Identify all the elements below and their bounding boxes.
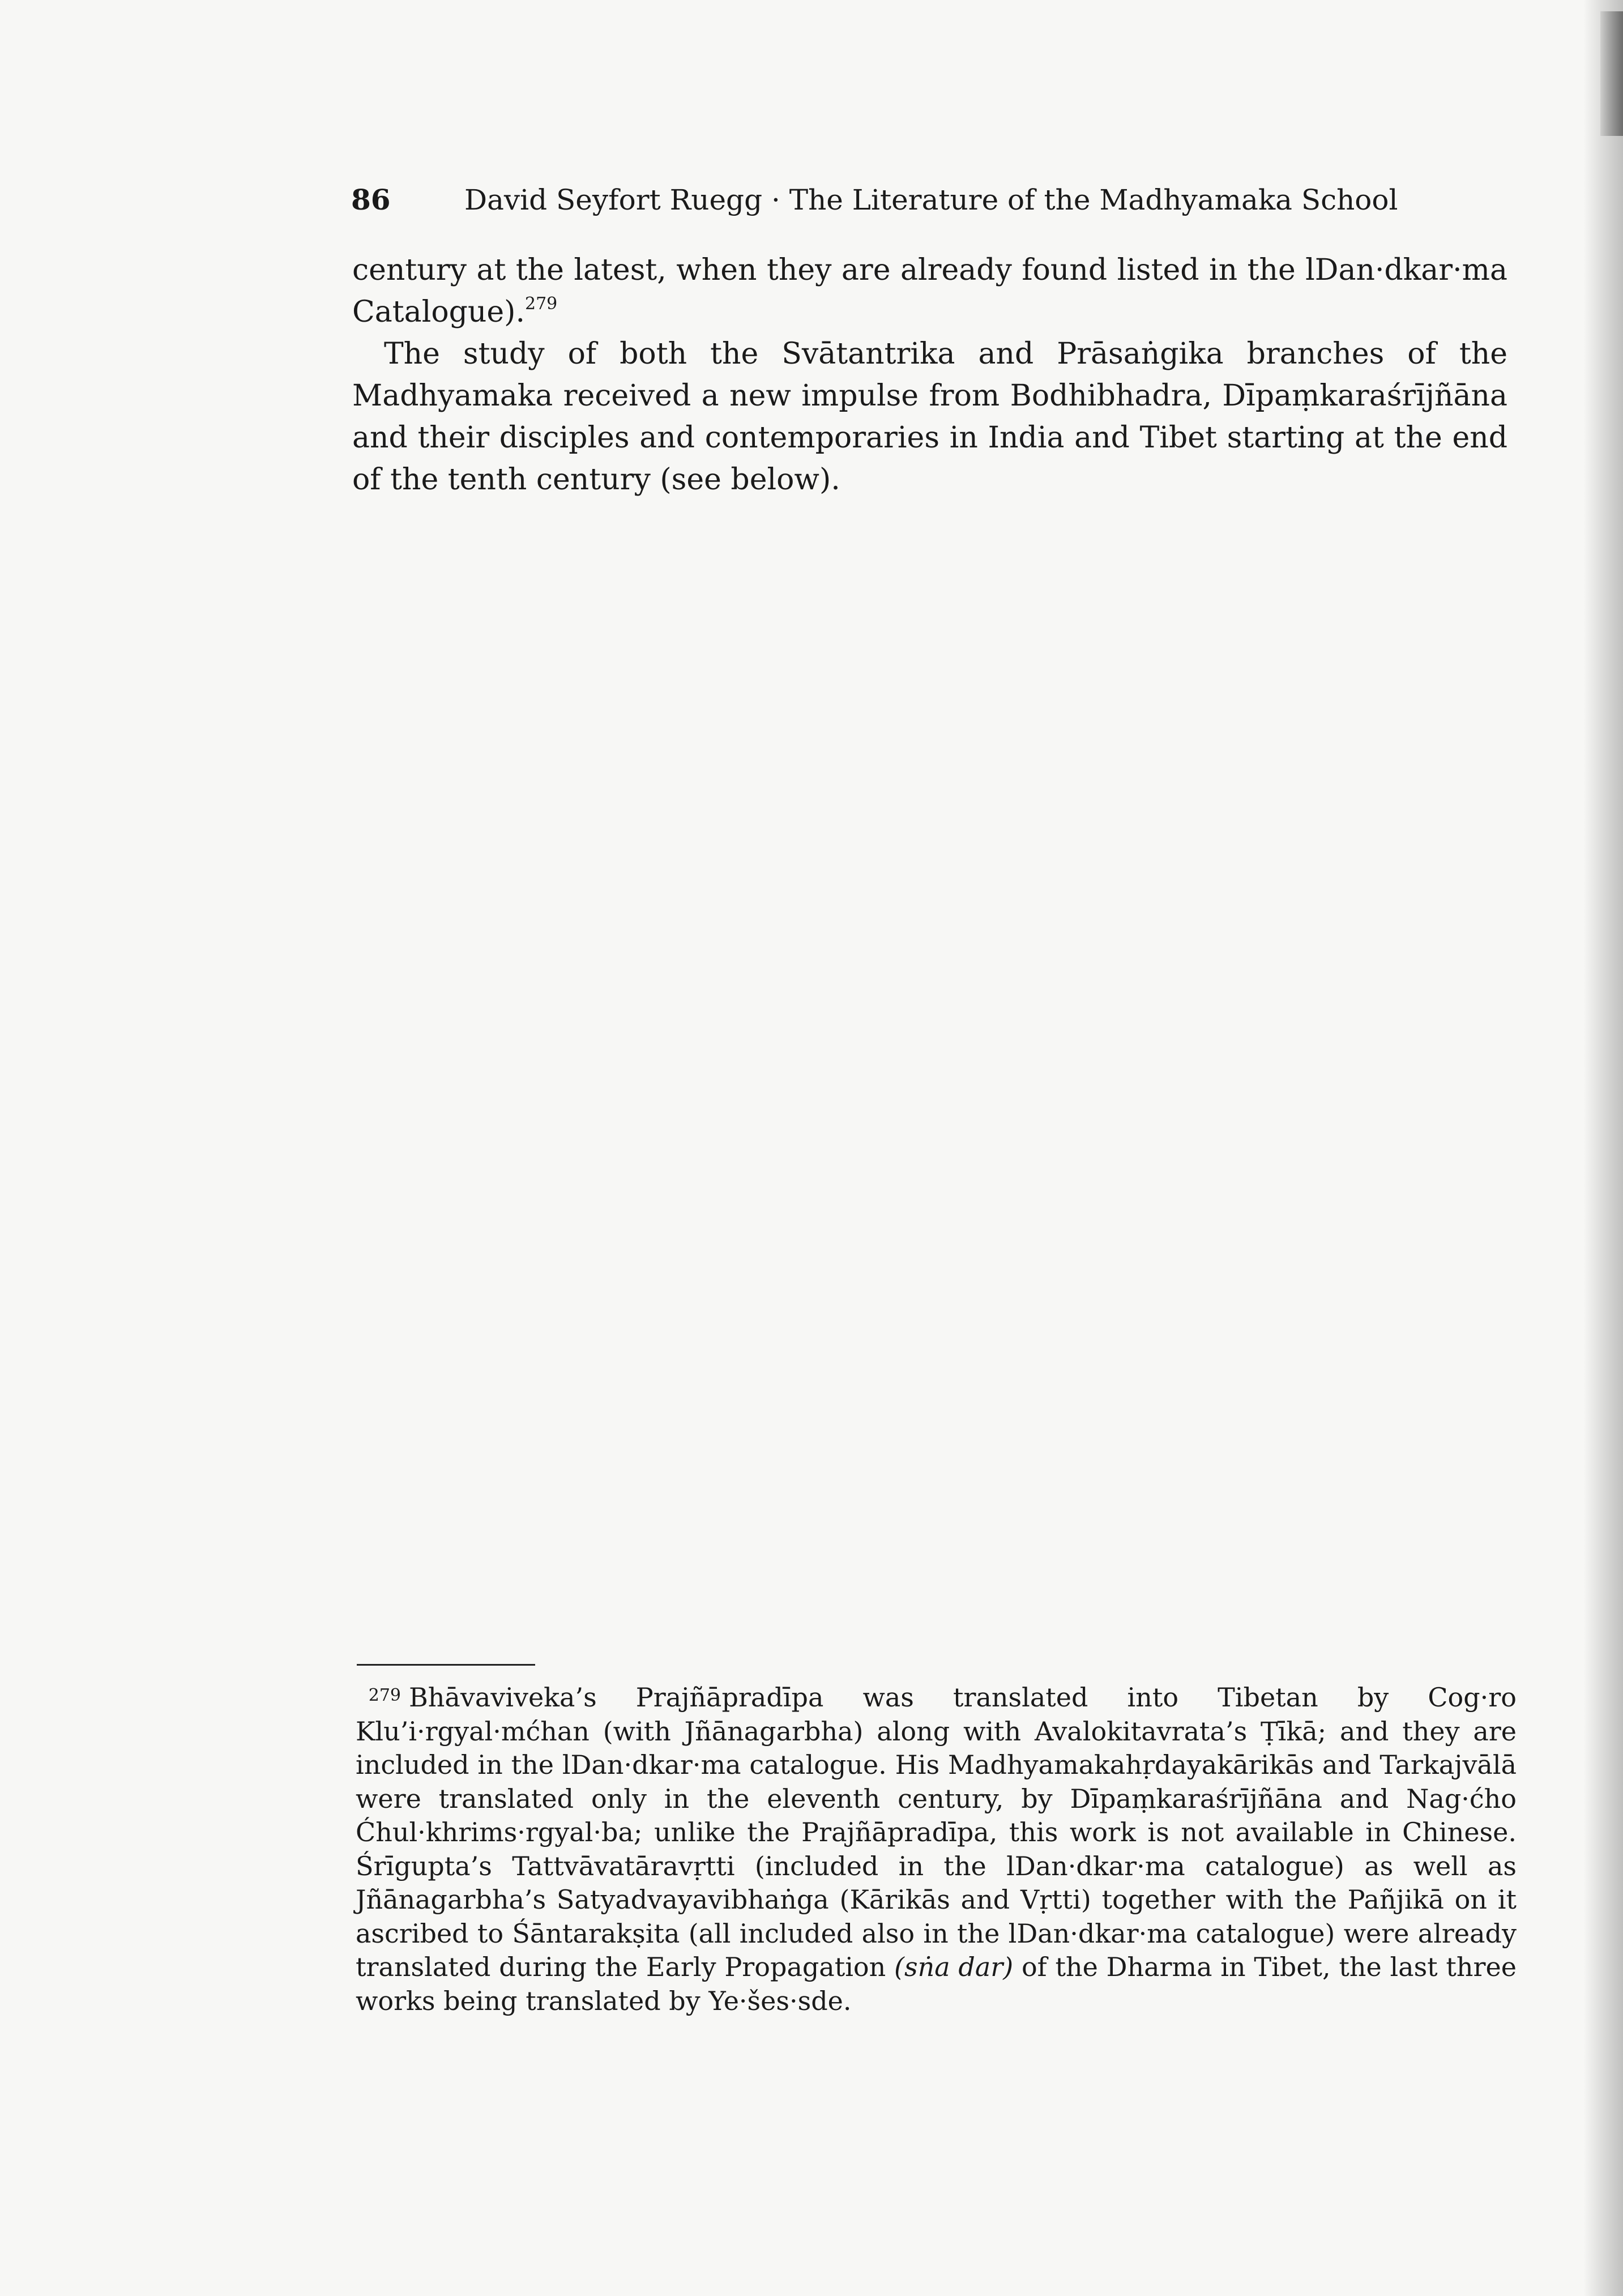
body-paragraph-2: The study of both the Svātantrika and Prāsaṅgika branches of the Madhyamaka received a new impulse from Bodhibhadra, Dīpaṃkaraśrījñāna and their disciples and contemporaries in India and Tibet starting at the end of the tenth century (see below). (352, 337, 1507, 497)
footnote-text-part-2: of the Dharma in Tibet, the last three works being translated by Ye·šes·sde. (356, 1952, 1517, 2016)
footnote-divider (357, 1664, 535, 1666)
body-paragraph-1-text: century at the latest, when they are already found listed in the lDan·dkar·ma Catalogue). (352, 253, 1507, 329)
body-paragraph-1 (352, 249, 1507, 333)
footnote-paragraph: 279 Bhāvaviveka’s Prajñāpradīpa was translated into Tibetan by Cog·ro Klu’i·rgyal·mćhan (with Jñānagarbha) along with Avalokitavrata’s Ṭīkā; and they are included in the lDan·dkar·ma catalogue. His Madhyamakahṛdayakārikās and Tarkajvālā were translated only in the eleventh century, by Dīpaṃkaraśrījñāna and Nag·ćho Ćhul·khrims·rgyal·ba; unlike the Prajñāpradīpa, this work is not available in Chinese. Śrīgupta’s Tattvāvatāravṛtti (included in the lDan·dkar·ma catalogue) as well as Jñānagarbha’s Satyadvayavibhaṅga (Kārikās and Vṛtti) together with the Pañjikā on it ascribed to Śāntarakṣita (all included also in the lDan·dkar·ma catalogue) were already translated during the Early Propagation (sṅa dar) of the Dharma in Tibet, the last three works being translated by Ye·šes·sde. (356, 1682, 1517, 2016)
page-edge-dark-mark (1600, 11, 1623, 136)
page-number: 86 (351, 183, 391, 216)
footnote-italic-term: (sṅa dar) (894, 1952, 1014, 1982)
footnote (356, 1681, 1517, 2018)
body-text (352, 249, 1507, 501)
footnote-text-part-1: Bhāvaviveka’s Prajñāpradīpa was translated into Tibetan by Cog·ro Klu’i·rgyal·mćhan (with Jñānagarbha) along with Avalokitavrata’s Ṭīkā; and they are included in the lDan·dkar·ma catalogue. His Madhyamakahṛdayakārikās and Tarkajvālā were translated only in the eleventh century, by Dīpaṃkaraśrījñāna and Nag·ćho Ćhul·khrims·rgyal·ba; unlike the Prajñāpradīpa, this work is not available in Chinese. Śrīgupta’s Tattvāvatāravṛtti (included in the lDan·dkar·ma catalogue) as well as Jñānagarbha’s Satyadvayavibhaṅga (Kārikās and Vṛtti) together with the Pañjikā on it ascribed to Śāntarakṣita (all included also in the lDan·dkar·ma catalogue) were already translated during the Early Propagation (356, 1682, 1517, 1982)
running-head (351, 180, 1518, 220)
footnote-reference: 279 (525, 294, 558, 314)
running-title: David Seyfort Ruegg · The Literature of the Madhyamaka School (464, 183, 1398, 216)
page-edge-shadow (1583, 0, 1623, 2296)
